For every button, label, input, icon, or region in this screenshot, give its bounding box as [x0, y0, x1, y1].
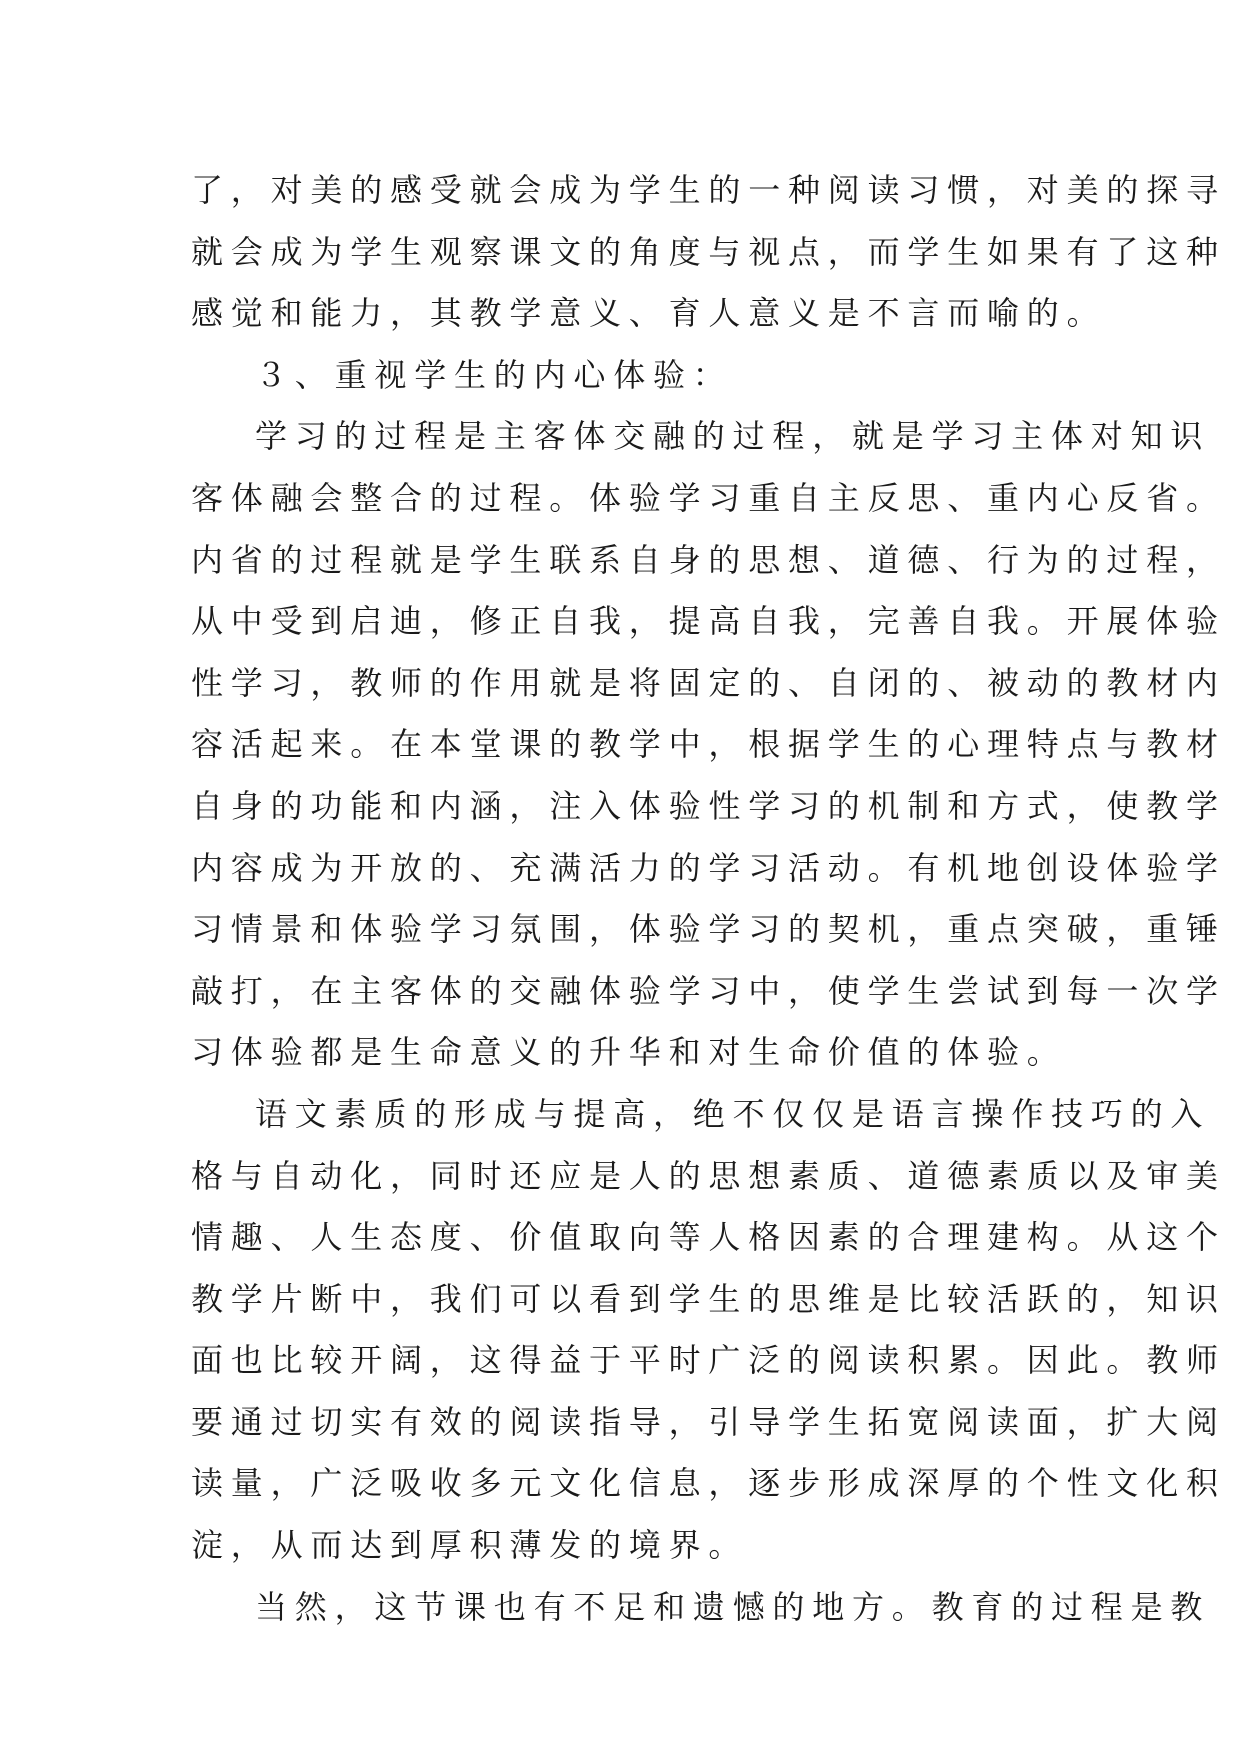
text-line: 内容成为开放的、充满活力的学习活动。有机地创设体验学	[191, 848, 1226, 887]
text-line: 面也比较开阔，这得益于平时广泛的阅读积累。因此。教师	[191, 1341, 1226, 1380]
text-line: 就会成为学生观察课文的角度与视点，而学生如果有了这种	[191, 232, 1226, 271]
text-line: 淀，从而达到厚积薄发的境界。	[191, 1526, 749, 1565]
text-line: 习情景和体验学习氛围，体验学习的契机，重点突破，重锤	[191, 910, 1226, 949]
text-line: 学习的过程是主客体交融的过程，就是学习主体对知识	[255, 417, 1211, 456]
text-line: 容活起来。在本堂课的教学中，根据学生的心理特点与教材	[191, 725, 1226, 764]
text-line: 从中受到启迪，修正自我，提高自我，完善自我。开展体验	[191, 602, 1226, 641]
text-line: 敲打，在主客体的交融体验学习中，使学生尝试到每一次学	[191, 971, 1226, 1010]
text-line: ３、重视学生的内心体验：	[255, 355, 733, 394]
text-line: 性学习，教师的作用就是将固定的、自闭的、被动的教材内	[191, 663, 1226, 702]
text-line: 客体融会整合的过程。体验学习重自主反思、重内心反省。	[191, 478, 1226, 517]
text-line: 感觉和能力，其教学意义、育人意义是不言而喻的。	[191, 294, 1107, 333]
text-line: 教学片断中，我们可以看到学生的思维是比较活跃的，知识	[191, 1279, 1226, 1318]
text-line: 情趣、人生态度、价值取向等人格因素的合理建构。从这个	[191, 1218, 1226, 1257]
text-line: 语文素质的形成与提高，绝不仅仅是语言操作技巧的入	[255, 1094, 1211, 1133]
text-line: 习体验都是生命意义的升华和对生命价值的体验。	[191, 1033, 1067, 1072]
body-text	[191, 160, 1226, 1638]
text-line: 当然，这节课也有不足和遗憾的地方。教育的过程是教	[255, 1587, 1211, 1626]
text-line: 要通过切实有效的阅读指导，引导学生拓宽阅读面，扩大阅	[191, 1402, 1226, 1441]
text-line: 内省的过程就是学生联系自身的思想、道德、行为的过程，	[191, 540, 1226, 579]
text-line: 了，对美的感受就会成为学生的一种阅读习惯，对美的探寻	[191, 171, 1226, 209]
text-line: 格与自动化，同时还应是人的思想素质、道德素质以及审美	[191, 1156, 1226, 1195]
text-line: 自身的功能和内涵，注入体验性学习的机制和方式，使教学	[191, 786, 1226, 825]
text-line: 读量，广泛吸收多元文化信息，逐步形成深厚的个性文化积	[191, 1464, 1226, 1503]
